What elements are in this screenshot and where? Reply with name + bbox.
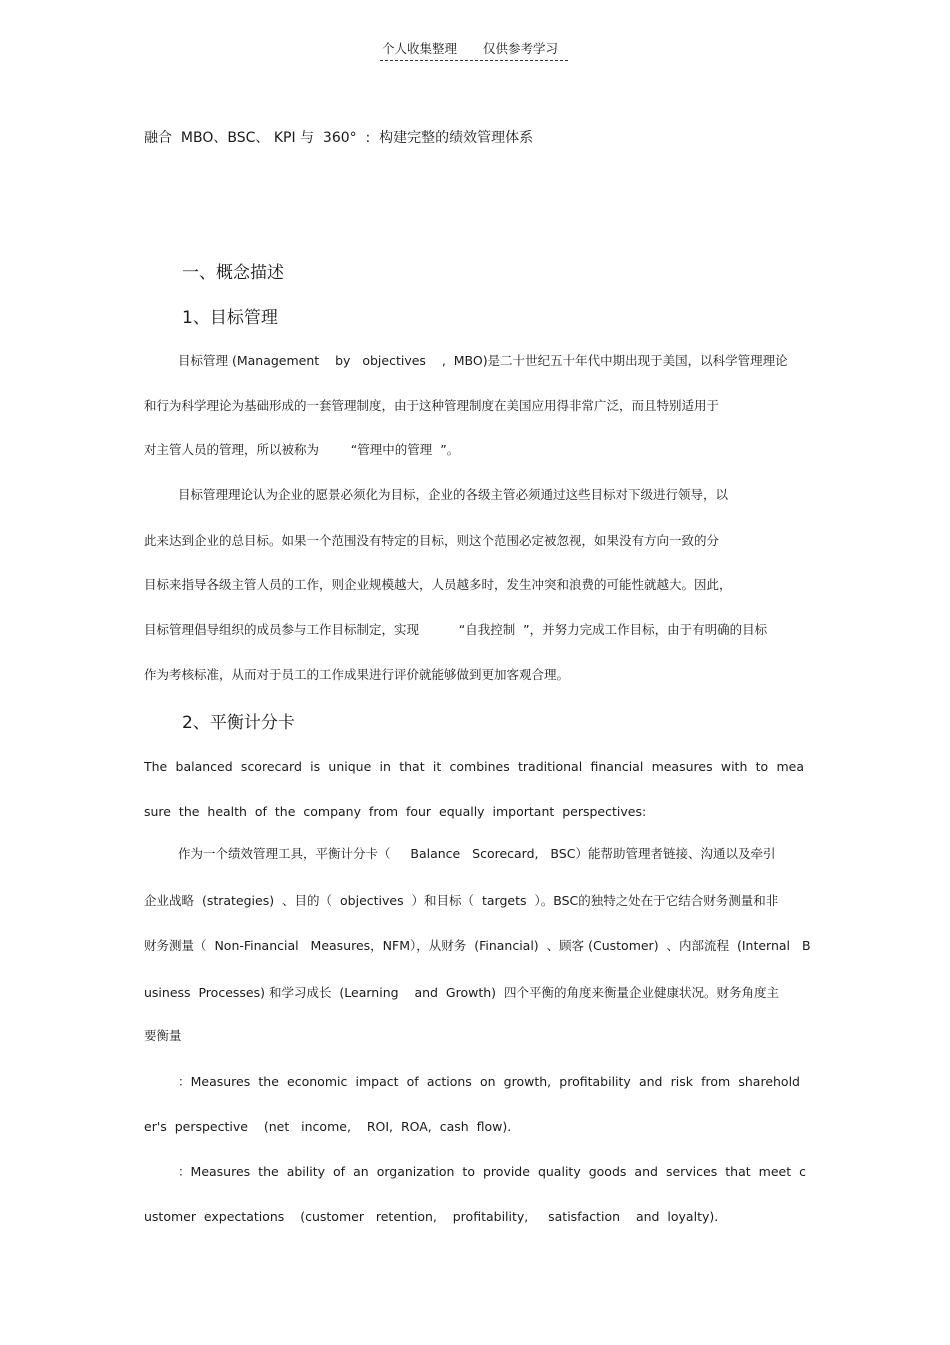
document-title: 融合 MBO、BSC、 KPI 与 360° : 构建完整的绩效管理体系 — [144, 130, 534, 146]
paragraph-line: The balanced scorecard is unique in that it combines traditional financial measures with to mea — [144, 759, 804, 774]
paragraph-line: 要衡量 — [144, 1028, 182, 1043]
paragraph-line: 企业战略 (strategies) 、目的（ objectives ）和目标（ targets ）。BSC的独特之处在于它结合财务测量和非 — [144, 893, 779, 908]
paragraph-line: 和行为科学理论为基础形成的一套管理制度，由于这种管理制度在美国应用得非常广泛，而且特别适用于 — [144, 398, 720, 413]
page-header — [380, 40, 568, 61]
paragraph-line: 目标管理倡导组织的成员参与工作目标制定，实现 “自我控制 ”，并努力完成工作目标，由于有明确的目标 — [144, 622, 768, 637]
subsection-heading-mbo: 1、目标管理 — [182, 308, 278, 328]
paragraph-line: ：Measures the economic impact of actions on growth, profitability and risk from sharehold — [178, 1074, 800, 1089]
paragraph-line: 目标管理 (Management by objectives , MBO)是二十世纪五十年代中期出现于美国，以科学管理理论 — [178, 353, 788, 368]
paragraph-line: 目标来指导各级主管人员的工作，则企业规模越大，人员越多时，发生冲突和浪费的可能性就越大。因此， — [144, 577, 732, 592]
subsection-heading-bsc: 2、平衡计分卡 — [182, 713, 295, 733]
paragraph-line: 作为考核标准，从而对于员工的工作成果进行评价就能够做到更加客观合理。 — [144, 667, 570, 682]
paragraph-line: 作为一个绩效管理工具，平衡计分卡（ Balance Scorecard, BSC）能帮助管理者链接、沟通以及牵引 — [178, 846, 776, 861]
header-right-text: 仅供参考学习 — [483, 41, 559, 56]
paragraph-line: 目标管理理论认为企业的愿景必须化为目标，企业的各级主管必须通过这些目标对下级进行领导，以 — [178, 487, 729, 502]
header-left-text: 个人收集整理 — [382, 41, 458, 56]
paragraph-line: 财务测量（ Non-Financial Measures，NFM），从财务 (Financial) 、顾客 (Customer) 、内部流程 (Internal B — [144, 938, 811, 953]
paragraph-line: ustomer expectations (customer retention, profitability, satisfaction and loyalty). — [144, 1209, 719, 1224]
paragraph-line: 此来达到企业的总目标。如果一个范围没有特定的目标，则这个范围必定被忽视，如果没有方向一致的分 — [144, 533, 720, 548]
paragraph-line: usiness Processes) 和学习成长 (Learning and Growth) 四个平衡的角度来衡量企业健康状况。财务角度主 — [144, 985, 779, 1000]
paragraph-line: ：Measures the ability of an organization to provide quality goods and services that meet c — [178, 1164, 806, 1179]
paragraph-line: 对主管人员的管理，所以被称为 “管理中的管理 ”。 — [144, 442, 460, 457]
section-heading-concept: 一、概念描述 — [182, 263, 284, 283]
paragraph-line: er's perspective (net income, ROI, ROA, cash flow). — [144, 1119, 512, 1134]
paragraph-line: sure the health of the company from four equally important perspectives: — [144, 804, 647, 819]
